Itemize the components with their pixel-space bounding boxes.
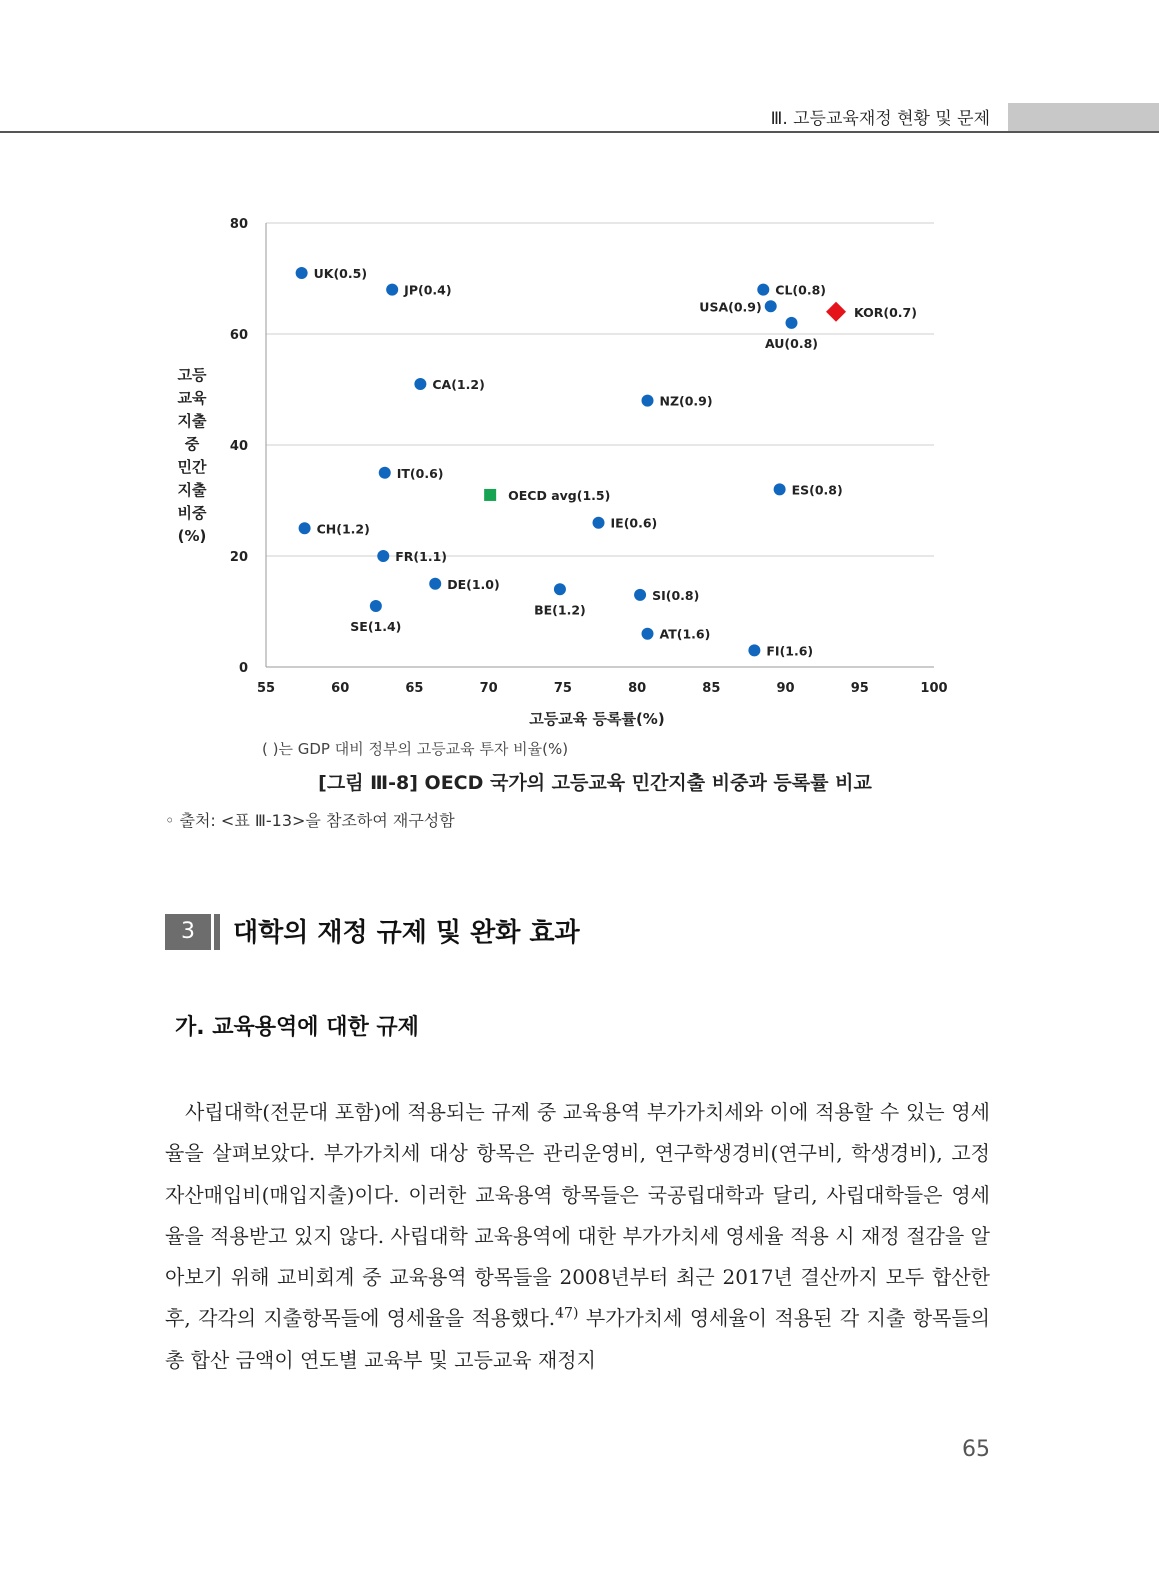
data-point: [757, 284, 769, 296]
scatter-chart: [150, 200, 970, 730]
data-point-label: IE(0.6): [610, 515, 658, 531]
x-axis-label: 고등교육 등록률(%): [529, 710, 665, 728]
data-point: [299, 522, 311, 534]
data-point-label: CH(1.2): [316, 521, 370, 537]
body-text-after: 부가가치세 영세율이 적용된 각 지출 항목들의 총 합산 금액이 연도별 교육부 및 고등교육 재정지: [165, 1306, 990, 1372]
data-point: [370, 600, 382, 612]
body-paragraph: [165, 1092, 990, 1381]
data-point-oecd-avg: [484, 489, 496, 501]
x-tick-label: 60: [331, 681, 350, 696]
data-point: [634, 589, 646, 601]
y-axis-label-line: 지출: [177, 481, 207, 499]
y-axis-label-line: 민간: [177, 458, 207, 476]
chart-grid: [266, 223, 934, 667]
x-tick-label: 85: [702, 681, 721, 696]
data-point: [642, 395, 654, 407]
data-point-label: FI(1.6): [766, 643, 814, 659]
data-point-label: BE(1.2): [534, 602, 586, 618]
y-axis-label-line: 고등: [177, 366, 207, 384]
data-point: [379, 467, 391, 479]
data-point-label: UK(0.5): [313, 265, 368, 281]
data-point-label: USA(0.9): [699, 299, 762, 315]
data-point: [765, 300, 777, 312]
body-text-before: 사립대학(전문대 포함)에 적용되는 규제 중 교육용역 부가가치세와 이에 적용할 수 있는 영세율을 살펴보았다. 부가가치세 대상 항목은 관리운영비, 연구학생경비(연구비, 학생경비), 고정자산매입비(매입지출)이다. 이러한 교육용역 항목들은 국공립대학과 달리, 사립대학들은 영세율을 적용받고 있지 않다. 사립대학 교육용역에 대한 부가가치세 영세율 적용 시 재정 절감을 알아보기 위해 교비회계 중 교육용역 항목들을 2008년부터 최근 2017년 결산까지 모두 합산한 후, 각각의 지출항목들에 영세율을 적용했다.: [165, 1100, 990, 1331]
figure-source: ◦ 출처: <표 Ⅲ-13>을 참조하여 재구성함: [165, 811, 455, 830]
y-axis-label-line: 지출: [177, 412, 207, 430]
x-tick-label: 100: [920, 681, 948, 696]
chart-note: ( )는 GDP 대비 정부의 고등교육 투자 비율(%): [262, 740, 569, 758]
section-badge-bar: [214, 914, 220, 950]
x-tick-label: 55: [256, 681, 276, 696]
section-title: 대학의 재정 규제 및 완화 효과: [233, 918, 580, 948]
data-point: [774, 483, 786, 495]
data-point: [642, 628, 654, 640]
data-point-label: KOR(0.7): [854, 304, 917, 320]
data-point-label: FR(1.1): [395, 549, 448, 564]
data-point-label: AT(1.6): [659, 626, 711, 642]
data-point-label: ES(0.8): [791, 482, 843, 498]
y-tick-label: 0: [238, 661, 248, 676]
y-axis-label: [168, 364, 216, 548]
data-point-kor: [826, 302, 846, 322]
y-tick-label: 60: [229, 328, 248, 343]
data-point-label: SE(1.4): [350, 618, 402, 634]
x-tick-label: 75: [553, 681, 572, 696]
page-number: 65: [962, 1437, 990, 1462]
running-header-title: Ⅲ. 고등교육재정 현황 및 문제: [770, 109, 990, 129]
y-axis-label-line: 비중: [177, 504, 207, 522]
data-point-label: NZ(0.9): [659, 393, 713, 409]
data-point-label: SI(0.8): [652, 587, 700, 603]
data-point-label: CA(1.2): [432, 376, 485, 392]
data-point: [748, 644, 760, 656]
y-axis-label-line: 중: [184, 435, 200, 453]
subsection-title: 가. 교육용역에 대한 규제: [175, 1015, 419, 1040]
x-tick-label: 65: [405, 681, 424, 696]
y-axis-label-line: 교육: [177, 389, 207, 407]
data-point: [554, 583, 566, 595]
y-tick-label: 80: [229, 217, 248, 232]
chart-points: [296, 266, 917, 658]
data-point-label: OECD avg(1.5): [508, 487, 611, 503]
data-point-label: IT(0.6): [396, 465, 444, 481]
data-point-label: DE(1.0): [447, 576, 500, 592]
data-point: [296, 267, 308, 279]
data-point: [429, 578, 441, 590]
section-number-badge: 3: [165, 914, 211, 950]
chart-axes: [230, 217, 948, 696]
data-point: [785, 317, 797, 329]
data-point-label: AU(0.8): [764, 335, 819, 351]
data-point: [386, 284, 398, 296]
x-tick-label: 80: [628, 681, 647, 696]
figure-caption: [그림 Ⅲ-8] OECD 국가의 고등교육 민간지출 비중과 등록률 비교: [318, 772, 872, 794]
y-tick-label: 20: [229, 550, 248, 565]
data-point-label: CL(0.8): [775, 282, 827, 298]
data-point-label: JP(0.4): [404, 282, 452, 298]
x-tick-label: 70: [479, 681, 498, 696]
footnote-reference[interactable]: 47): [555, 1305, 579, 1322]
header-gray-bar: [1008, 103, 1159, 131]
header-divider: [0, 131, 1159, 133]
y-tick-label: 40: [229, 439, 248, 454]
x-tick-label: 90: [776, 681, 795, 696]
x-tick-label: 95: [850, 681, 869, 696]
y-axis-label-line: (%): [177, 527, 207, 545]
data-point: [414, 378, 426, 390]
data-point: [377, 550, 389, 562]
data-point: [593, 517, 605, 529]
